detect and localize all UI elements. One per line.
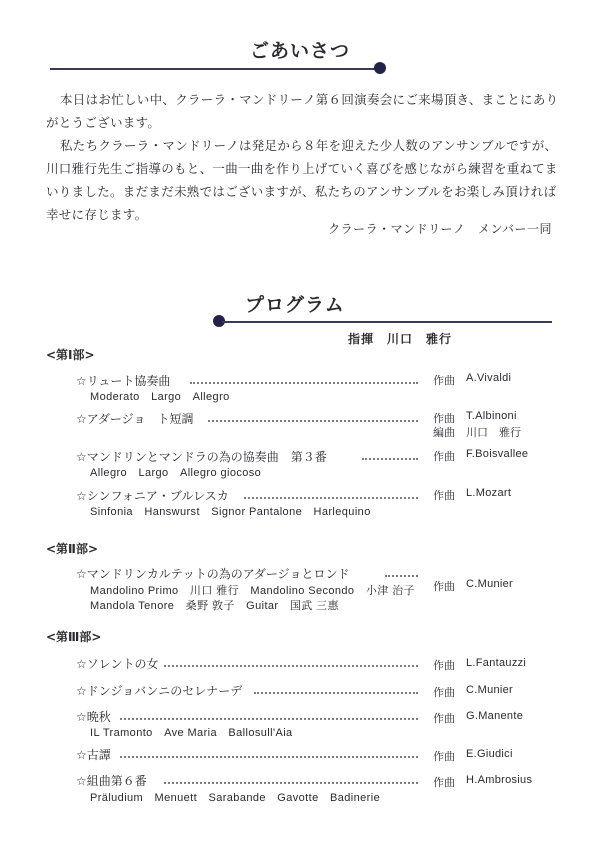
piece-title: ☆シンフォニア・ブルレスカ <box>76 489 229 503</box>
part-heading: <第Ⅱ部> <box>46 542 99 556</box>
composer-label: 作曲 <box>433 686 455 699</box>
greeting-line: 幸せに存じます。 <box>46 207 148 222</box>
composer: L.Mozart <box>466 487 512 499</box>
leader-dots <box>120 756 418 758</box>
piece-title: ☆古譚 <box>76 748 111 762</box>
arranger: 川口 雅行 <box>466 426 521 439</box>
piece-title: ☆組曲第６番 <box>76 774 147 788</box>
composer-label: 作曲 <box>433 659 455 672</box>
players-line: Mandola Tenore 桑野 敦子 Guitar 国武 三惠 <box>90 600 339 612</box>
composer-label: 作曲 <box>433 776 455 789</box>
movements: Moderato Largo Allegro <box>90 391 230 403</box>
composer: C.Munier <box>466 684 514 696</box>
composer: T.Albinoni <box>466 410 517 422</box>
greeting-line: 私たちクラーラ・マンドリーノは発足から８年を迎えた少人数のアンサンブルですが、 <box>60 138 558 153</box>
movements: Allegro Largo Allegro giocoso <box>90 467 262 479</box>
leader-dots <box>190 382 418 384</box>
greeting-line: がとうございます。 <box>46 115 161 130</box>
composer-label: 作曲 <box>433 450 455 463</box>
piece-title: ☆晩秋 <box>76 710 111 724</box>
leader-dots <box>244 497 418 499</box>
leader-dots <box>164 782 418 784</box>
leader-dots <box>385 575 418 577</box>
piece-title: ☆マンドリンとマンドラの為の協奏曲 第３番 <box>76 450 327 464</box>
leader-dots <box>362 458 418 460</box>
movements: Sinfonia Hanswurst Signor Pantalone Harlequino <box>90 506 371 518</box>
arranger-label: 編曲 <box>433 426 455 439</box>
composer: H.Ambrosius <box>466 774 533 786</box>
part-heading: <第Ⅲ部> <box>46 630 102 644</box>
composer-label: 作曲 <box>433 580 455 593</box>
piece-title: ☆ソレントの女 <box>76 657 159 671</box>
composer: F.Boisvallee <box>466 448 529 460</box>
leader-dots <box>208 420 418 422</box>
greeting-line: いりました。まだまだ未熟ではございますが、私たちのアンサンブルをお楽しみ頂ければ <box>46 184 557 199</box>
composer-label: 作曲 <box>433 374 455 387</box>
leader-dots <box>120 718 418 720</box>
composer: E.Giudici <box>466 748 513 760</box>
composer: G.Manente <box>466 710 524 722</box>
conductor: 指揮 川口 雅行 <box>348 332 453 346</box>
composer-label: 作曲 <box>433 412 455 425</box>
greeting-line: 本日はお忙しい中、クラーラ・マンドリーノ第６回演奏会にご来場頂き、まことにあり <box>60 92 559 107</box>
composer: A.Vivaldi <box>466 372 512 384</box>
movements: Präludium Menuett Sarabande Gavotte Badinerie <box>90 792 381 804</box>
piece-title: ☆ドンジョバンニのセレナーデ <box>76 684 243 698</box>
greeting-rule <box>50 68 380 70</box>
piece-title: ☆アダージョ ト短調 <box>76 412 194 426</box>
composer: L.Fantauzzi <box>466 657 527 669</box>
composer: C.Munier <box>466 578 514 590</box>
piece-title: ☆マンドリンカルテットの為のアダージョとロンド <box>76 567 350 581</box>
greeting-line: 川口雅行先生ご指導のもと、一曲一曲を作り上げていく喜びを感じながら練習を重ねてま <box>46 161 558 176</box>
program-heading: プログラム <box>245 294 345 316</box>
greeting-signature: クラーラ・マンドリーノ メンバー一同 <box>328 222 552 236</box>
part-heading: <第Ⅰ部> <box>46 348 95 362</box>
movements: IL Tramonto Ave Maria Ballosull'Aia <box>90 727 293 739</box>
greeting-rule-dot <box>374 62 386 74</box>
players-line: Mandolino Primo 川口 雅行 Mandolino Secondo 小津 治子 <box>90 585 415 597</box>
piece-title: ☆リュート協奏曲 <box>76 374 171 388</box>
greeting-heading: ごあいさつ <box>250 40 351 62</box>
composer-label: 作曲 <box>433 489 455 502</box>
leader-dots <box>254 692 418 694</box>
leader-dots <box>164 665 418 667</box>
composer-label: 作曲 <box>433 750 455 763</box>
program-rule <box>222 321 552 323</box>
composer-label: 作曲 <box>433 712 455 725</box>
